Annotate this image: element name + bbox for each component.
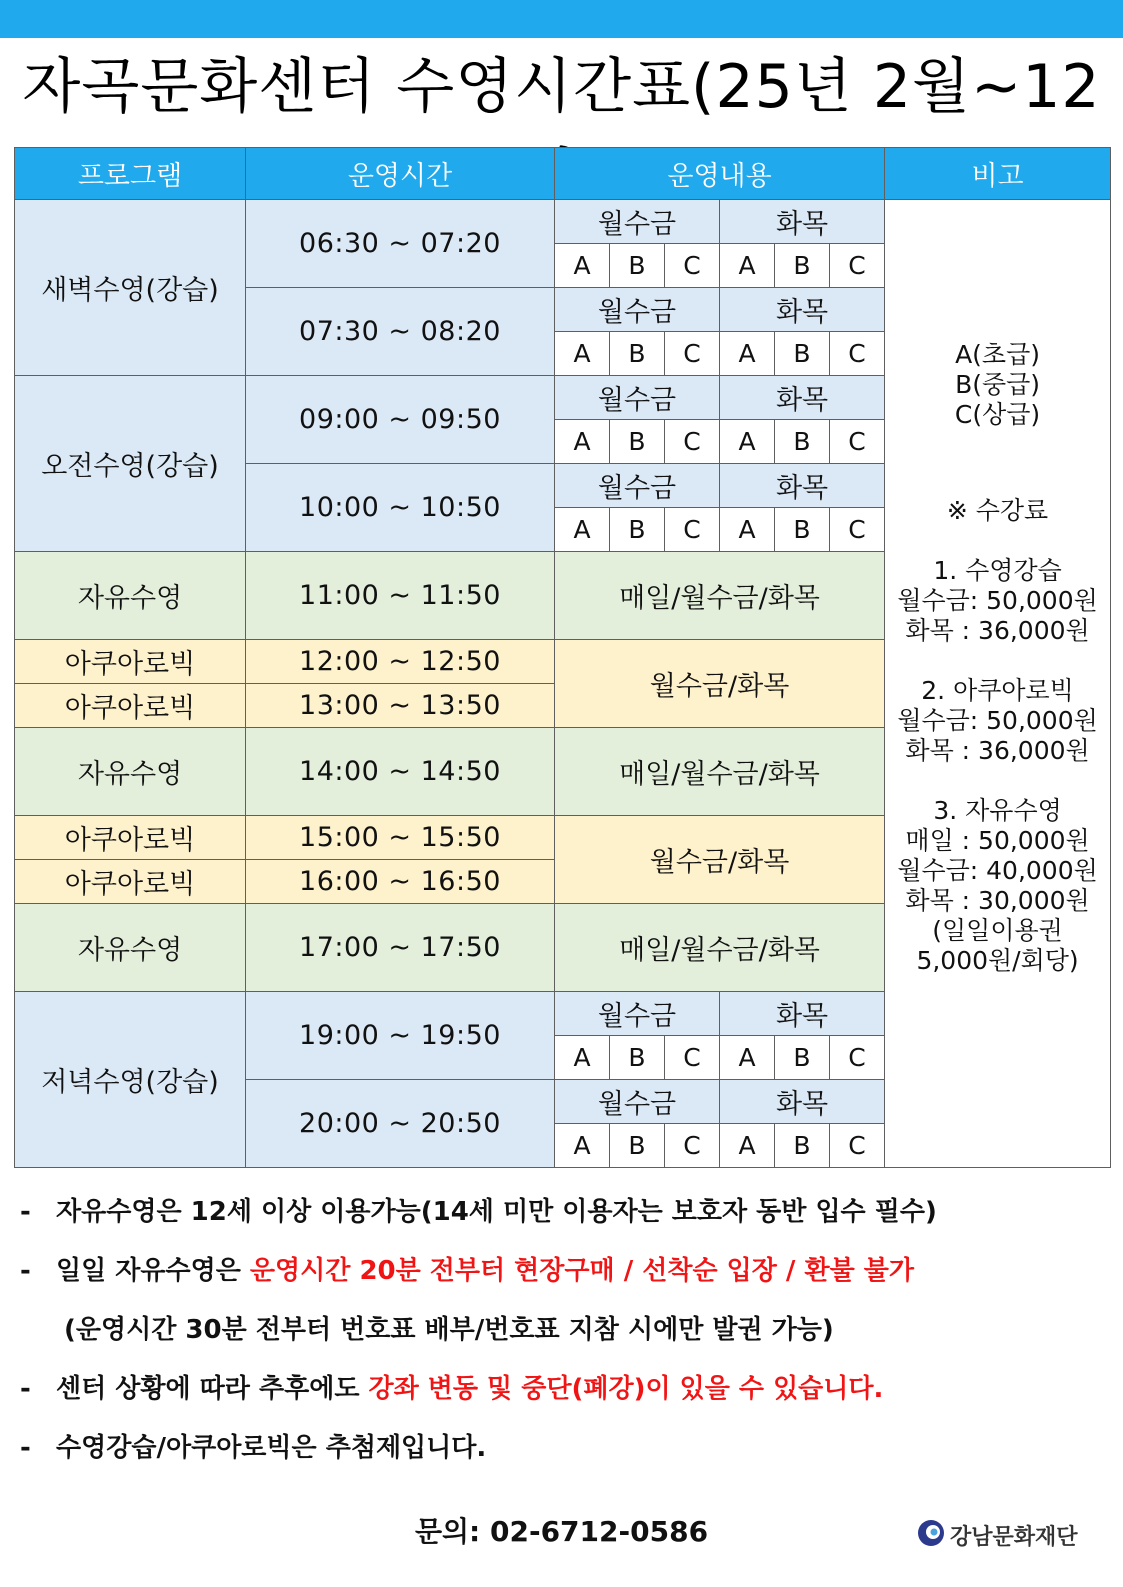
day-tt: 화목 xyxy=(720,992,885,1036)
level-cell: B xyxy=(610,1036,665,1080)
fee-title: ※ 수강료 xyxy=(946,496,1049,525)
level-cell: B xyxy=(775,508,830,552)
level-cell: C xyxy=(830,244,885,288)
level-cell: B xyxy=(775,1036,830,1080)
level-cell: C xyxy=(665,244,720,288)
level-cell: B xyxy=(775,332,830,376)
level-cell: C xyxy=(665,420,720,464)
level-cell: A xyxy=(720,420,775,464)
note-dash: - xyxy=(20,1256,31,1286)
top-accent-bar xyxy=(0,0,1123,38)
day-tt: 화목 xyxy=(720,376,885,420)
note-ticket-sub: (운영시간 30분 전부터 번호표 배부/번호표 지참 시에만 발권 가능) xyxy=(64,1315,834,1345)
level-cell: B xyxy=(610,1124,665,1168)
time-slot: 10:00 ~ 10:50 xyxy=(246,464,555,552)
note-daily-pass xyxy=(20,1250,914,1287)
day-mwf: 월수금 xyxy=(555,992,720,1036)
header-time: 운영시간 xyxy=(246,148,555,200)
logo-text: 강남문화재단 xyxy=(950,1525,1078,1550)
header-program: 프로그램 xyxy=(15,148,246,200)
note-text: 일일 자유수영은 xyxy=(56,1256,250,1286)
note-text: 수영강습/아쿠아로빅은 추첨제입니다. xyxy=(56,1433,487,1463)
program-free: 자유수영 xyxy=(15,552,246,640)
level-cell: C xyxy=(830,420,885,464)
time-slot: 16:00 ~ 16:50 xyxy=(246,860,555,904)
program-dawn: 새벽수영(강습) xyxy=(15,200,246,376)
note-text: 센터 상황에 따라 추후에도 xyxy=(56,1374,369,1404)
fee-line: 화목 : 36,000원 xyxy=(905,616,1090,645)
level-cell: B xyxy=(610,508,665,552)
level-cell: C xyxy=(665,508,720,552)
level-cell: B xyxy=(610,420,665,464)
program-aqua: 아쿠아로빅 xyxy=(15,640,246,684)
time-slot: 20:00 ~ 20:50 xyxy=(246,1080,555,1168)
level-cell: A xyxy=(555,332,610,376)
note-dash: - xyxy=(20,1433,31,1463)
level-cell: A xyxy=(555,508,610,552)
level-cell: C xyxy=(830,332,885,376)
contact-info: 문의: 02-6712-0586 xyxy=(414,1515,709,1548)
program-free: 자유수영 xyxy=(15,728,246,816)
time-slot: 14:00 ~ 14:50 xyxy=(246,728,555,816)
level-c: C(상급) xyxy=(954,400,1041,429)
day-tt: 화목 xyxy=(720,464,885,508)
level-cell: C xyxy=(830,1036,885,1080)
day-tt: 화목 xyxy=(720,1080,885,1124)
day-mwf: 월수금 xyxy=(555,200,720,244)
time-slot: 11:00 ~ 11:50 xyxy=(246,552,555,640)
content-aqua: 월수금/화목 xyxy=(555,640,885,728)
fee-line: 화목 : 30,000원 xyxy=(905,886,1090,915)
swirl-logo-icon xyxy=(916,1518,946,1548)
program-evening: 저녁수영(강습) xyxy=(15,992,246,1168)
fee-group-title: 1. 수영강습 xyxy=(933,556,1062,585)
level-cell: A xyxy=(720,332,775,376)
day-tt: 화목 xyxy=(720,288,885,332)
time-slot: 07:30 ~ 08:20 xyxy=(246,288,555,376)
program-morning: 오전수영(강습) xyxy=(15,376,246,552)
level-cell: A xyxy=(720,1124,775,1168)
fee-group-title: 2. 아쿠아로빅 xyxy=(921,676,1074,705)
time-slot: 17:00 ~ 17:50 xyxy=(246,904,555,992)
content-free: 매일/월수금/화목 xyxy=(555,728,885,816)
level-cell: C xyxy=(830,508,885,552)
level-cell: B xyxy=(610,332,665,376)
header-content: 운영내용 xyxy=(555,148,885,200)
level-cell: A xyxy=(555,1036,610,1080)
page-title: 자곡문화센터 수영시간표(25년 2월~12 xyxy=(22,52,1101,122)
program-aqua: 아쿠아로빅 xyxy=(15,860,246,904)
fee-group-title: 3. 자유수영 xyxy=(933,796,1062,825)
level-cell: B xyxy=(775,244,830,288)
note-emphasis: 강좌 변동 및 중단(폐강)이 있을 수 있습니다. xyxy=(368,1374,884,1404)
program-free: 자유수영 xyxy=(15,904,246,992)
note-text: 자유수영은 12세 이상 이용가능(14세 미만 이용자는 보호자 동반 입수 필수) xyxy=(56,1197,937,1227)
level-cell: C xyxy=(830,1124,885,1168)
day-mwf: 월수금 xyxy=(555,288,720,332)
level-cell: C xyxy=(665,1036,720,1080)
content-free: 매일/월수금/화목 xyxy=(555,904,885,992)
note-dash: - xyxy=(20,1374,31,1404)
remarks-cell xyxy=(885,200,1111,1168)
level-a: A(초급) xyxy=(955,340,1040,369)
fee-line: 매일 : 50,000원 xyxy=(905,826,1090,855)
day-mwf: 월수금 xyxy=(555,1080,720,1124)
note-dash: - xyxy=(20,1197,31,1227)
note-lottery xyxy=(20,1427,486,1464)
header-row xyxy=(15,148,1111,200)
level-cell: A xyxy=(720,1036,775,1080)
level-cell: B xyxy=(775,1124,830,1168)
time-slot: 15:00 ~ 15:50 xyxy=(246,816,555,860)
level-cell: A xyxy=(720,244,775,288)
time-slot: 19:00 ~ 19:50 xyxy=(246,992,555,1080)
level-b: B(중급) xyxy=(955,370,1041,399)
content-aqua: 월수금/화목 xyxy=(555,816,885,904)
fee-line: 화목 : 36,000원 xyxy=(905,736,1090,765)
level-cell: A xyxy=(720,508,775,552)
note-age xyxy=(20,1191,937,1228)
fee-line: (일일이용권 xyxy=(932,916,1063,945)
day-mwf: 월수금 xyxy=(555,464,720,508)
day-mwf: 월수금 xyxy=(555,376,720,420)
fee-line: 월수금: 50,000원 xyxy=(897,706,1098,735)
content-free: 매일/월수금/화목 xyxy=(555,552,885,640)
fee-line: 월수금: 40,000원 xyxy=(897,856,1098,885)
program-aqua: 아쿠아로빅 xyxy=(15,816,246,860)
time-slot: 09:00 ~ 09:50 xyxy=(246,376,555,464)
level-cell: C xyxy=(665,332,720,376)
level-cell: B xyxy=(775,420,830,464)
schedule-table xyxy=(14,147,1111,1168)
foundation-logo xyxy=(916,1516,1096,1552)
level-cell: C xyxy=(665,1124,720,1168)
time-slot: 06:30 ~ 07:20 xyxy=(246,200,555,288)
level-cell: B xyxy=(610,244,665,288)
level-cell: A xyxy=(555,1124,610,1168)
day-tt: 화목 xyxy=(720,200,885,244)
level-cell: A xyxy=(555,420,610,464)
program-aqua: 아쿠아로빅 xyxy=(15,684,246,728)
fee-line: 월수금: 50,000원 xyxy=(897,586,1098,615)
fee-line: 5,000원/회당) xyxy=(916,946,1079,975)
note-changes xyxy=(20,1368,883,1405)
note-emphasis: 운영시간 20분 전부터 현장구매 / 선착순 입장 / 환불 불가 xyxy=(249,1256,914,1286)
time-slot: 13:00 ~ 13:50 xyxy=(246,684,555,728)
level-cell: A xyxy=(555,244,610,288)
time-slot: 12:00 ~ 12:50 xyxy=(246,640,555,684)
header-remark: 비고 xyxy=(885,148,1111,200)
